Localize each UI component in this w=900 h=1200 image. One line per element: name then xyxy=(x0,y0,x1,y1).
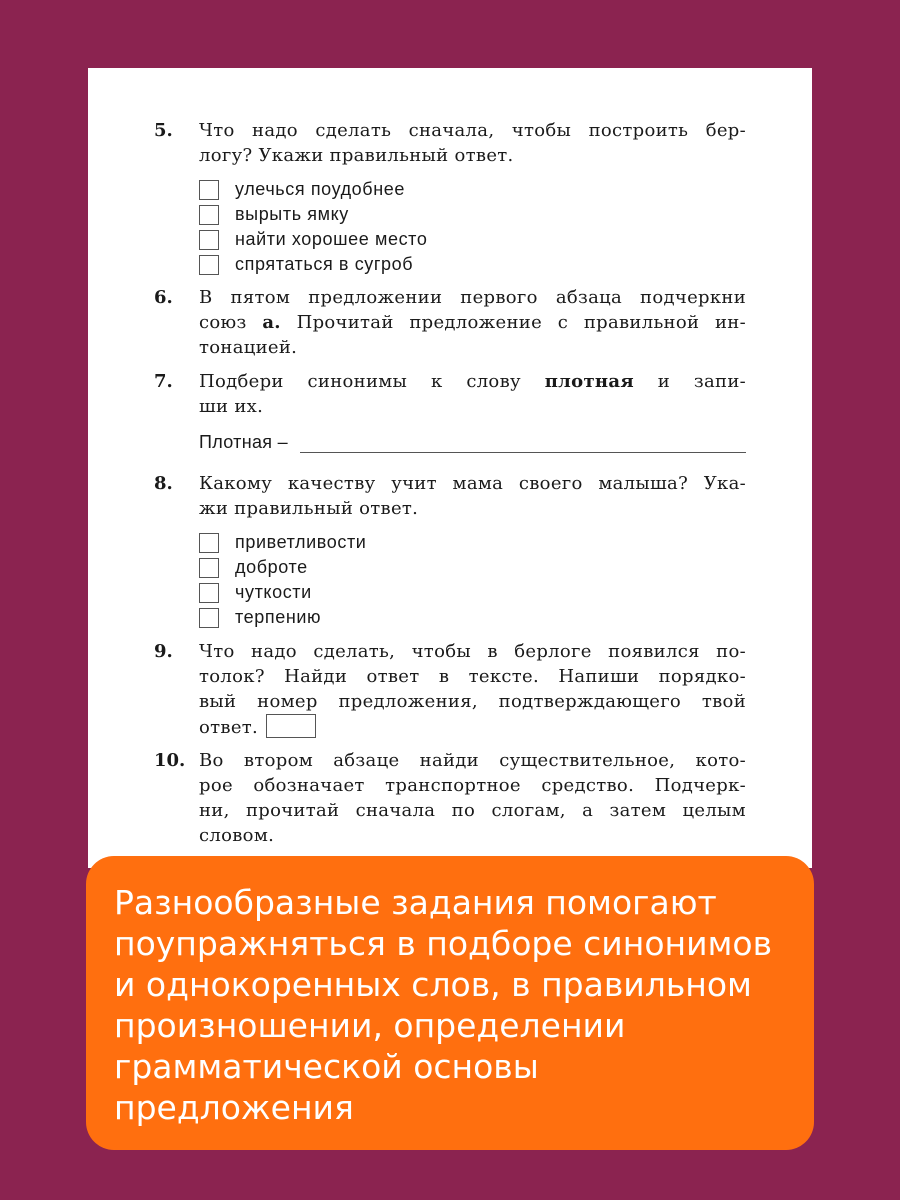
task-question xyxy=(199,689,746,714)
checkbox[interactable] xyxy=(199,180,219,200)
banner-line: и однокоренных слов, в правильном xyxy=(114,965,752,1004)
question-line: словом. xyxy=(199,825,275,846)
question-line: толок? Найди ответ в тексте. Напиши порядко- xyxy=(199,666,746,687)
task-number: 10. xyxy=(154,750,186,771)
banner-line: Разнообразные задания помогают xyxy=(114,883,717,922)
checkbox[interactable] xyxy=(199,255,219,275)
banner-text xyxy=(114,882,804,1128)
banner-line: произношении, определении xyxy=(114,1006,626,1045)
task-question xyxy=(199,714,746,740)
checkbox[interactable] xyxy=(199,608,219,628)
task-10 xyxy=(154,748,746,848)
task-number: 9. xyxy=(154,641,173,662)
question-line: вый номер предложения, подтверждающего твой xyxy=(199,691,746,712)
task-question xyxy=(199,118,746,143)
answer-options xyxy=(199,530,746,630)
answer-option[interactable] xyxy=(199,530,746,555)
fill-label: Плотная – xyxy=(199,432,288,452)
question-line: Какому качеству учит мама своего малыша? Ука- xyxy=(199,473,746,494)
option-label: терпению xyxy=(235,607,322,627)
task-number: 8. xyxy=(154,473,173,494)
answer-options xyxy=(199,177,746,277)
question-line: Во втором абзаце найди существительное, кото- xyxy=(199,750,746,771)
question-line: ни, прочитай сначала по слогам, а затем целым xyxy=(199,800,746,821)
task-5 xyxy=(154,118,746,277)
answer-option[interactable] xyxy=(199,580,746,605)
task-number: 5. xyxy=(154,120,173,141)
task-question xyxy=(199,471,746,496)
workbook-page xyxy=(88,68,812,868)
question-line: жи правильный ответ. xyxy=(199,498,419,519)
task-question xyxy=(199,748,746,773)
checkbox[interactable] xyxy=(199,583,219,603)
answer-option[interactable] xyxy=(199,177,746,202)
task-question xyxy=(199,823,746,848)
banner-line: предложения xyxy=(114,1088,354,1127)
text-part: и запи- xyxy=(633,371,746,392)
task-question xyxy=(199,394,746,419)
answer-line[interactable] xyxy=(300,434,746,453)
option-label: чуткости xyxy=(235,582,312,602)
task-question xyxy=(199,335,746,360)
checkbox[interactable] xyxy=(199,558,219,578)
answer-box[interactable] xyxy=(266,714,316,738)
question-line: В пятом предложении первого абзаца подчеркни xyxy=(199,287,746,308)
answer-option[interactable] xyxy=(199,202,746,227)
question-line: рое обозначает транспортное средство. Подчерк- xyxy=(199,775,746,796)
question-line: тонацией. xyxy=(199,337,298,358)
question-line: Что надо сделать, чтобы в берлоге появился по- xyxy=(199,641,746,662)
task-question xyxy=(199,496,746,521)
task-question xyxy=(199,773,746,798)
task-question xyxy=(199,664,746,689)
banner-line: поупражняться в подборе синонимов xyxy=(114,924,773,963)
answer-option[interactable] xyxy=(199,227,746,252)
promo-banner xyxy=(86,856,814,1150)
task-number: 6. xyxy=(154,287,173,308)
task-question xyxy=(199,285,746,310)
synonym-answer-row xyxy=(199,427,746,453)
task-8 xyxy=(154,471,746,630)
task-6 xyxy=(154,285,746,360)
task-question xyxy=(199,310,746,335)
answer-option[interactable] xyxy=(199,605,746,630)
task-7 xyxy=(154,369,746,453)
text-part: Прочитай предложение с правильной ин- xyxy=(280,312,746,333)
answer-option[interactable] xyxy=(199,252,746,277)
checkbox[interactable] xyxy=(199,230,219,250)
task-9 xyxy=(154,639,746,740)
option-label: доброте xyxy=(235,557,308,577)
answer-option[interactable] xyxy=(199,555,746,580)
task-question xyxy=(199,639,746,664)
task-question xyxy=(199,369,746,394)
task-question xyxy=(199,143,746,168)
question-line xyxy=(199,369,746,394)
option-label: приветливости xyxy=(235,532,367,552)
task-number: 7. xyxy=(154,371,173,392)
text-part: союз xyxy=(199,312,263,333)
question-line: ши их. xyxy=(199,396,264,417)
question-line: логу? Укажи правильный ответ. xyxy=(199,145,514,166)
checkbox[interactable] xyxy=(199,205,219,225)
checkbox[interactable] xyxy=(199,533,219,553)
option-label: спрятаться в сугроб xyxy=(235,254,414,274)
keyword: плотная xyxy=(544,371,634,392)
question-line: Что надо сделать сначала, чтобы построить бер- xyxy=(199,120,746,141)
question-line xyxy=(199,310,746,335)
option-label: улечься поудобнее xyxy=(235,179,405,199)
option-label: вырыть ямку xyxy=(235,204,349,224)
question-line xyxy=(199,714,746,740)
option-label: найти хорошее место xyxy=(235,229,428,249)
text-part: Подбери синонимы к слову xyxy=(199,371,545,392)
text-part: ответ. xyxy=(199,717,259,738)
keyword: а. xyxy=(262,312,281,333)
task-question xyxy=(199,798,746,823)
banner-line: грамматической основы xyxy=(114,1047,539,1086)
